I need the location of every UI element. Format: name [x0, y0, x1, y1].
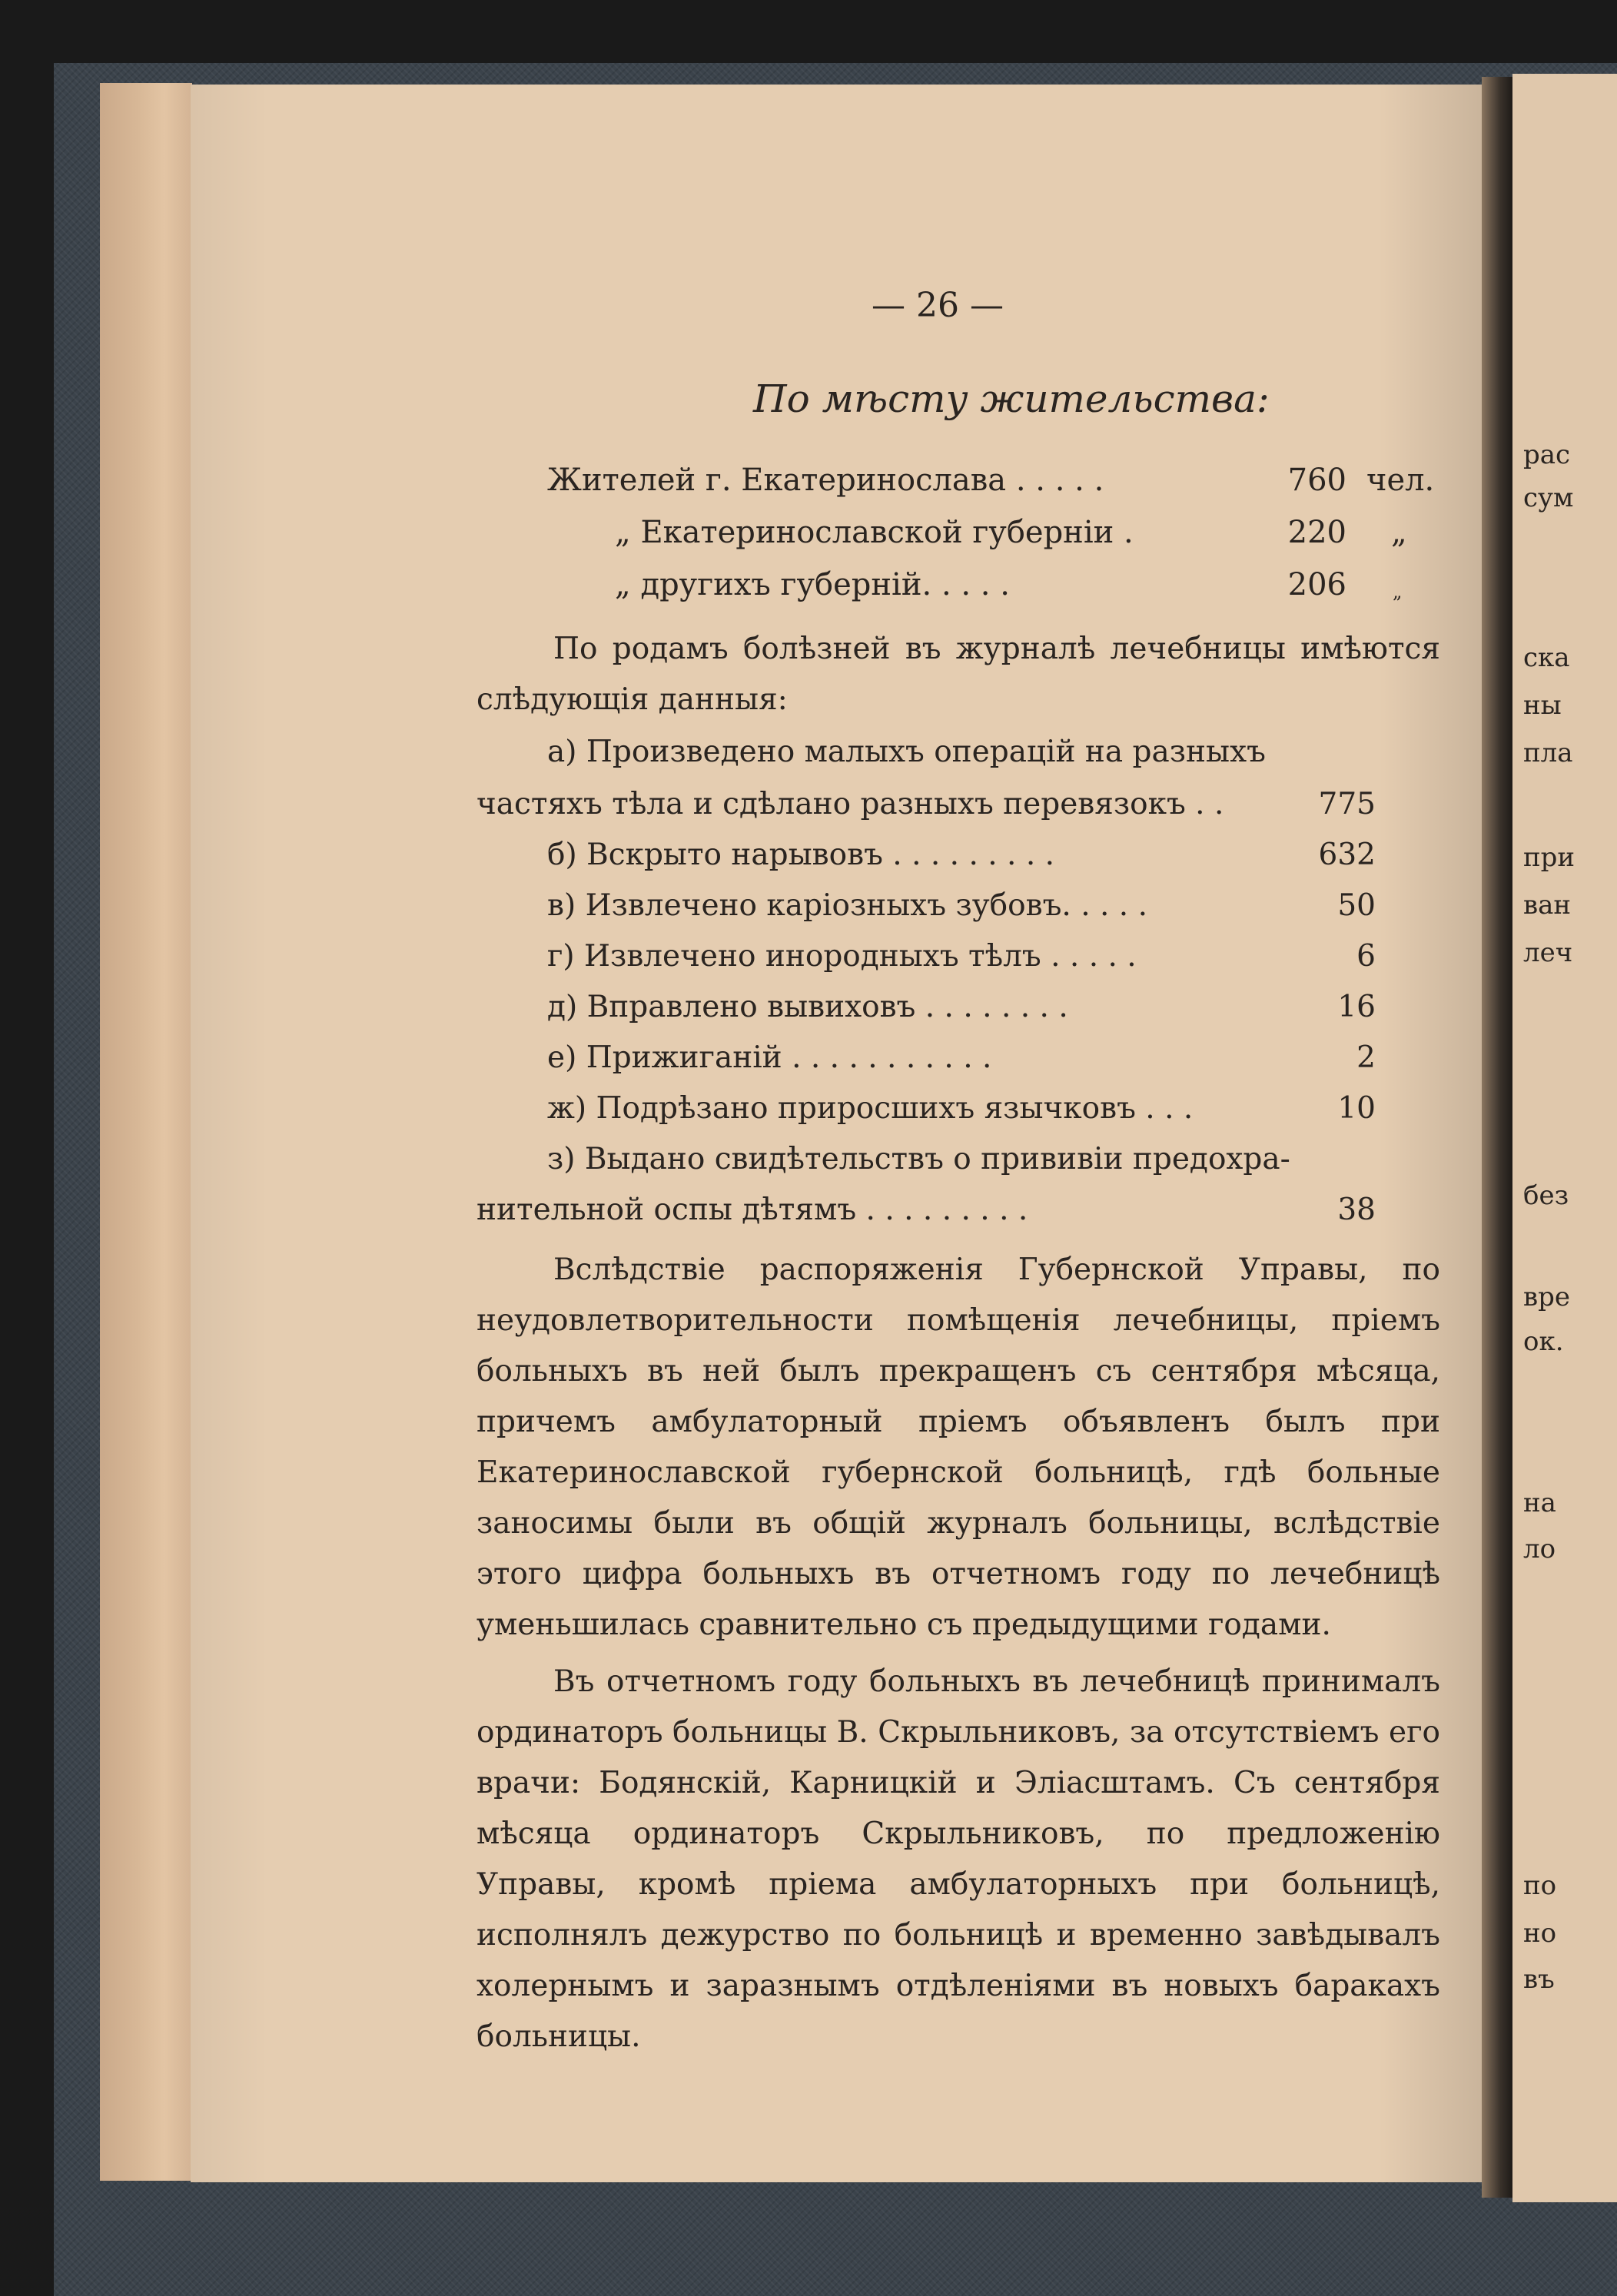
paragraph-text: Вслѣдствіе распоряженія Губернской Управы, по неудовлетворительности помѣщенія лечебницы, пріемъ больныхъ въ ней былъ прекращенъ съ сентября мѣсяца, причемъ амбулаторный пріемъ объявленъ былъ при Екатеринославской губернской больницѣ, гдѣ больные заносимы были въ общій журналъ больницы, вслѣдствіе этого цифра больныхъ въ отчетномъ году по лечебницѣ уменьшилась сравнительно съ предыдущими годами.: [476, 1253, 1440, 1642]
adjacent-page-fragment: рас: [1523, 440, 1571, 470]
body-paragraph: [476, 1657, 1440, 2062]
adjacent-page-fragment: ван: [1523, 890, 1572, 921]
intro-paragraph: [476, 624, 1440, 725]
body-paragraph: [476, 1245, 1440, 1651]
adjacent-page-fragment: вре: [1523, 1282, 1571, 1312]
adjacent-page-fragment: въ: [1523, 1964, 1555, 1995]
page-edges: [100, 83, 192, 2181]
adjacent-page-fragment: ны: [1523, 690, 1562, 721]
adjacent-page-fragment: без: [1523, 1180, 1569, 1211]
item-value: 2: [1356, 1040, 1376, 1075]
list-item: [547, 838, 1376, 872]
list-item: [547, 1142, 1290, 1176]
residence-value: 220: [1287, 515, 1346, 550]
adjacent-page-fragment: по: [1523, 1870, 1557, 1901]
item-label: в) Извлечено каріозныхъ зубовъ. . . . .: [547, 888, 1147, 923]
paragraph-text: Въ отчетномъ году больныхъ въ лечебницѣ принималъ ординаторъ больницы В. Скрыльниковъ, за отсутствіемъ его врачи: Бодянскій, Карницкій и Эліасштамъ. Съ сентября мѣсяца ординаторъ Скрыльниковъ, по предложенію Управы, кромѣ пріема амбулаторныхъ при больницѣ, исполнялъ дежурство по больницѣ и временно завѣдывалъ холернымъ и заразнымъ отдѣленіями въ новыхъ баракахъ больницы.: [476, 1664, 1440, 2054]
item-label: а) Произведено малыхъ операцій на разныхъ: [547, 735, 1266, 769]
list-item: [476, 787, 1376, 821]
item-value: 10: [1337, 1091, 1376, 1126]
item-label: ж) Подрѣзано приросшихъ язычковъ . . .: [547, 1091, 1194, 1126]
list-item: [476, 1193, 1376, 1227]
adjacent-page-fragment: ок.: [1523, 1326, 1564, 1357]
residence-label: Жителей г. Екатеринослава . . . . .: [547, 463, 1104, 498]
adjacent-page-fragment: леч: [1523, 937, 1573, 968]
item-value: 16: [1337, 990, 1376, 1024]
residence-value: 760: [1287, 463, 1346, 498]
adjacent-page-fragment: сум: [1523, 483, 1574, 513]
list-item: [547, 1040, 1376, 1075]
residence-value: 206: [1287, 567, 1346, 602]
item-label: б) Вскрыто нарывовъ . . . . . . . . .: [547, 838, 1055, 872]
book-gutter: [1482, 77, 1512, 2198]
residence-unit: „: [1391, 515, 1407, 550]
adjacent-page: [1512, 74, 1617, 2202]
page-number: — 26 —: [872, 286, 1004, 325]
item-value: 50: [1337, 888, 1376, 923]
adjacent-page-fragment: но: [1523, 1918, 1557, 1949]
item-label-continuation: частяхъ тѣла и сдѣлано разныхъ перевязокъ . .: [476, 787, 1224, 821]
residence-label: „ Екатеринославской губерніи .: [615, 515, 1134, 550]
intro-text: По родамъ болѣзней въ журналѣ лечебницы имѣются слѣдующія данныя:: [476, 632, 1440, 717]
item-value: 6: [1356, 939, 1376, 974]
adjacent-page-fragment: при: [1523, 842, 1575, 873]
list-item: [547, 735, 1266, 769]
item-label: е) Прижиганій . . . . . . . . . . .: [547, 1040, 992, 1075]
item-label: г) Извлечено инородныхъ тѣлъ . . . . .: [547, 939, 1137, 974]
section-heading: По мѣсту жительства:: [753, 377, 1270, 421]
item-label-continuation: нительной оспы дѣтямъ . . . . . . . . .: [476, 1193, 1028, 1227]
adjacent-page-fragment: пла: [1523, 738, 1573, 768]
item-label: з) Выдано свидѣтельствъ о прививіи предохра-: [547, 1142, 1290, 1176]
list-item: [547, 990, 1376, 1024]
item-value: 632: [1318, 838, 1376, 872]
list-item: [547, 1091, 1376, 1126]
residence-label: „ другихъ губерній. . . . .: [615, 567, 1010, 602]
item-label: д) Вправлено вывиховъ . . . . . . . .: [547, 990, 1068, 1024]
adjacent-page-fragment: ска: [1523, 642, 1570, 673]
residence-unit: „: [1393, 581, 1403, 602]
item-value: 775: [1318, 787, 1376, 821]
adjacent-page-fragment: ло: [1523, 1534, 1556, 1564]
adjacent-page-fragment: на: [1523, 1488, 1556, 1518]
list-item: [547, 888, 1376, 923]
list-item: [547, 939, 1376, 974]
item-value: 38: [1337, 1193, 1376, 1227]
residence-unit: чел.: [1366, 463, 1435, 498]
